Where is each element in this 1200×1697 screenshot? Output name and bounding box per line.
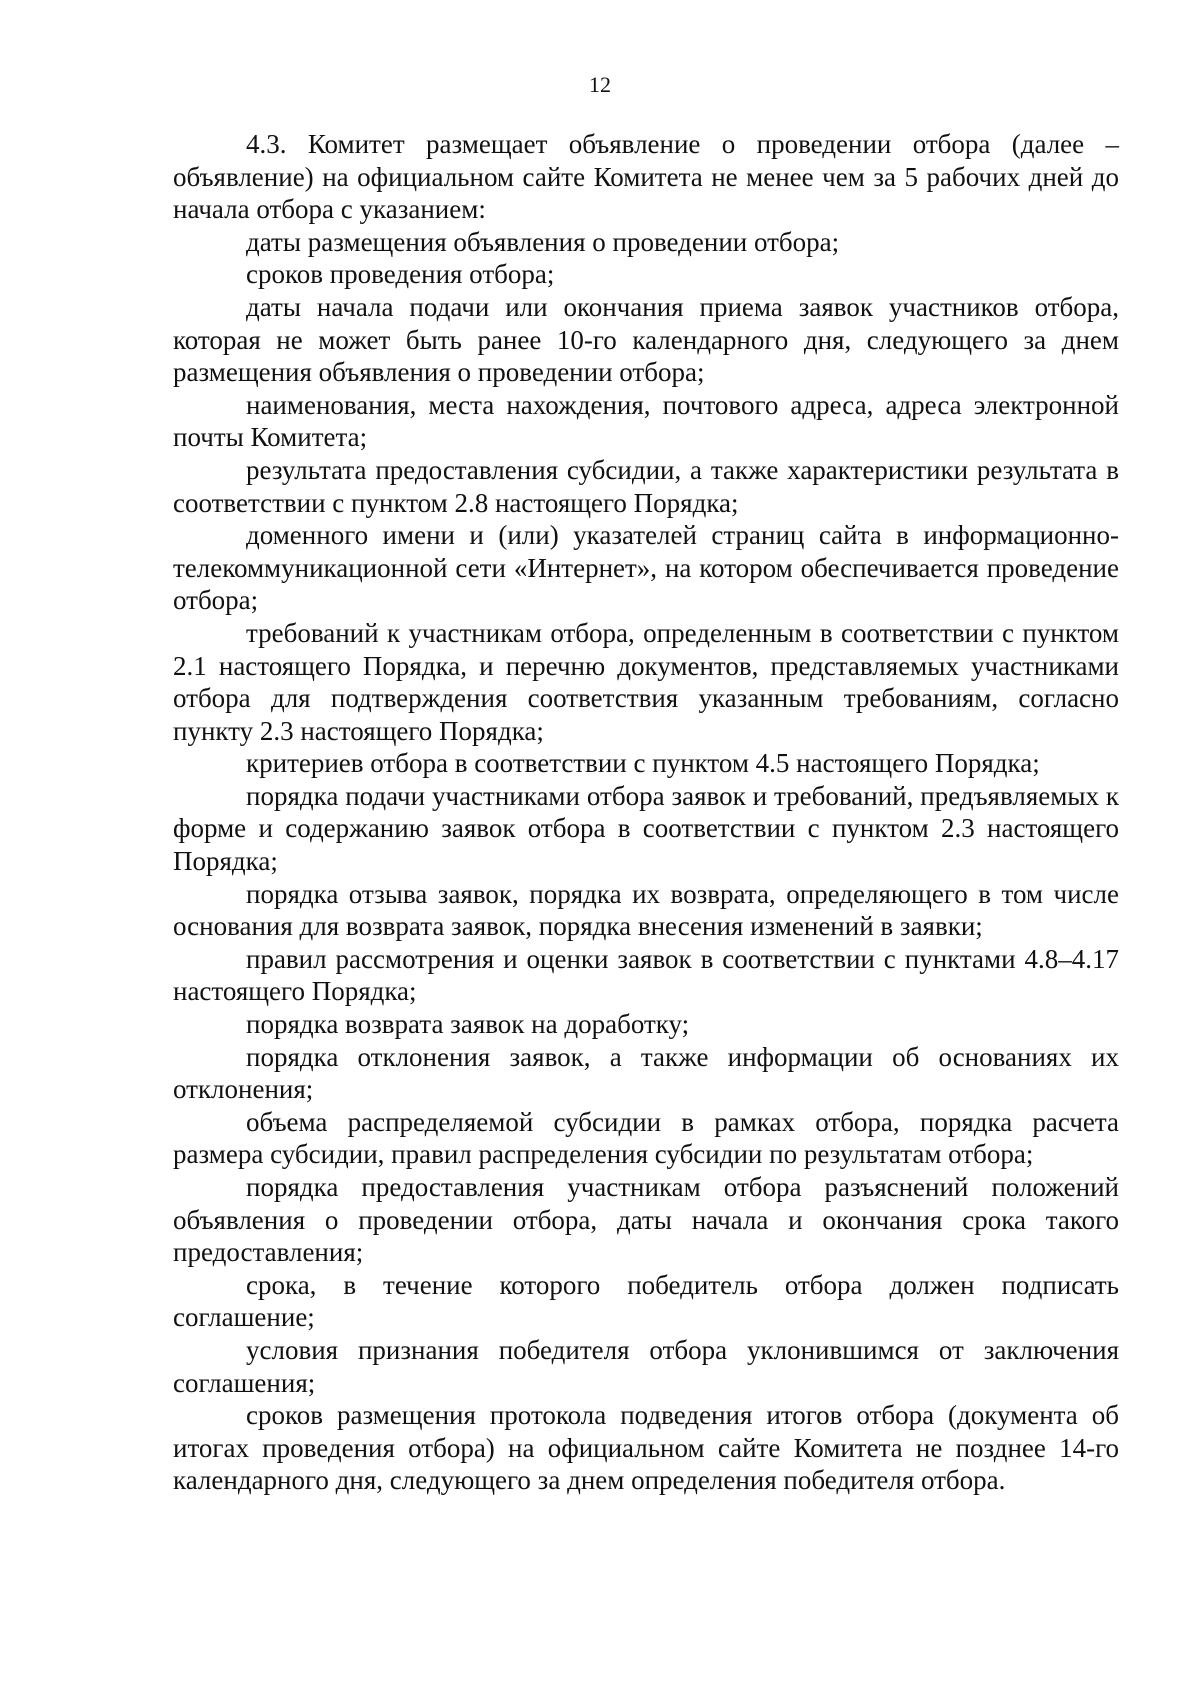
list-item: наименования, места нахождения, почтового адреса, адреса электронной почты Комитета; bbox=[173, 389, 1119, 453]
list-item: доменного имени и (или) указателей страниц сайта в информационно-телекоммуникационной сети «Интернет», на котором обеспечивается проведение отбора; bbox=[173, 520, 1119, 616]
list-item: результата предоставления субсидии, а также характеристики результата в соответствии с пунктом 2.8 настоящего Порядка; bbox=[173, 454, 1119, 518]
paragraph-4-3-intro: 4.3. Комитет размещает объявление о проведении отбора (далее – объявление) на официальном сайте Комитета не менее чем за 5 рабочих дней до начала отбора с указанием: bbox=[173, 129, 1119, 225]
list-item: порядка отзыва заявок, порядка их возврата, определяющего в том числе основания для возврата заявок, порядка внесения изменений в заявки; bbox=[173, 878, 1119, 942]
list-item: требований к участникам отбора, определенным в соответствии с пунктом 2.1 настоящего Порядка, и перечню документов, представляемых участниками отбора для подтверждения соответствия указанным требованиям, согласно пункту 2.3 настоящего Порядка; bbox=[173, 617, 1119, 746]
list-item: объема распределяемой субсидии в рамках отбора, порядка расчета размера субсидии, правил распределения субсидии по результатам отбора; bbox=[173, 1106, 1119, 1170]
list-item: даты начала подачи или окончания приема заявок участников отбора, которая не может быть ранее 10-го календарного дня, следующего за днем размещения объявления о проведении отбора; bbox=[173, 291, 1119, 388]
list-item: критериев отбора в соответствии с пунктом 4.5 настоящего Порядка; bbox=[246, 748, 1040, 779]
list-item: сроков размещения протокола подведения итогов отбора (документа об итогах проведения отбора) на официальном сайте Комитета не позднее 14-го календарного дня, следующего за днем определения победителя отбора. bbox=[173, 1400, 1119, 1496]
list-item: порядка отклонения заявок, а также информации об основаниях их отклонения; bbox=[173, 1041, 1119, 1105]
list-item: срока, в течение которого победитель отбора должен подписать соглашение; bbox=[173, 1269, 1119, 1333]
list-item: сроков проведения отбора; bbox=[246, 259, 555, 290]
list-item: даты размещения объявления о проведении отбора; bbox=[246, 226, 840, 257]
list-item: порядка предоставления участникам отбора разъяснений положений объявления о проведении отбора, даты начала и окончания срока такого предоставления; bbox=[173, 1172, 1119, 1268]
document-body bbox=[173, 128, 1119, 1497]
list-item: правил рассмотрения и оценки заявок в соответствии с пунктами 4.8–4.17 настоящего Порядка; bbox=[173, 943, 1119, 1007]
list-item: порядка возврата заявок на доработку; bbox=[246, 1009, 690, 1040]
page-number: 12 bbox=[589, 72, 611, 97]
list-item: порядка подачи участниками отбора заявок и требований, предъявляемых к форме и содержанию заявок отбора в соответствии с пунктом 2.3 настоящего Порядка; bbox=[173, 780, 1119, 877]
list-item: условия признания победителя отбора уклонившимся от заключения соглашения; bbox=[173, 1334, 1119, 1398]
